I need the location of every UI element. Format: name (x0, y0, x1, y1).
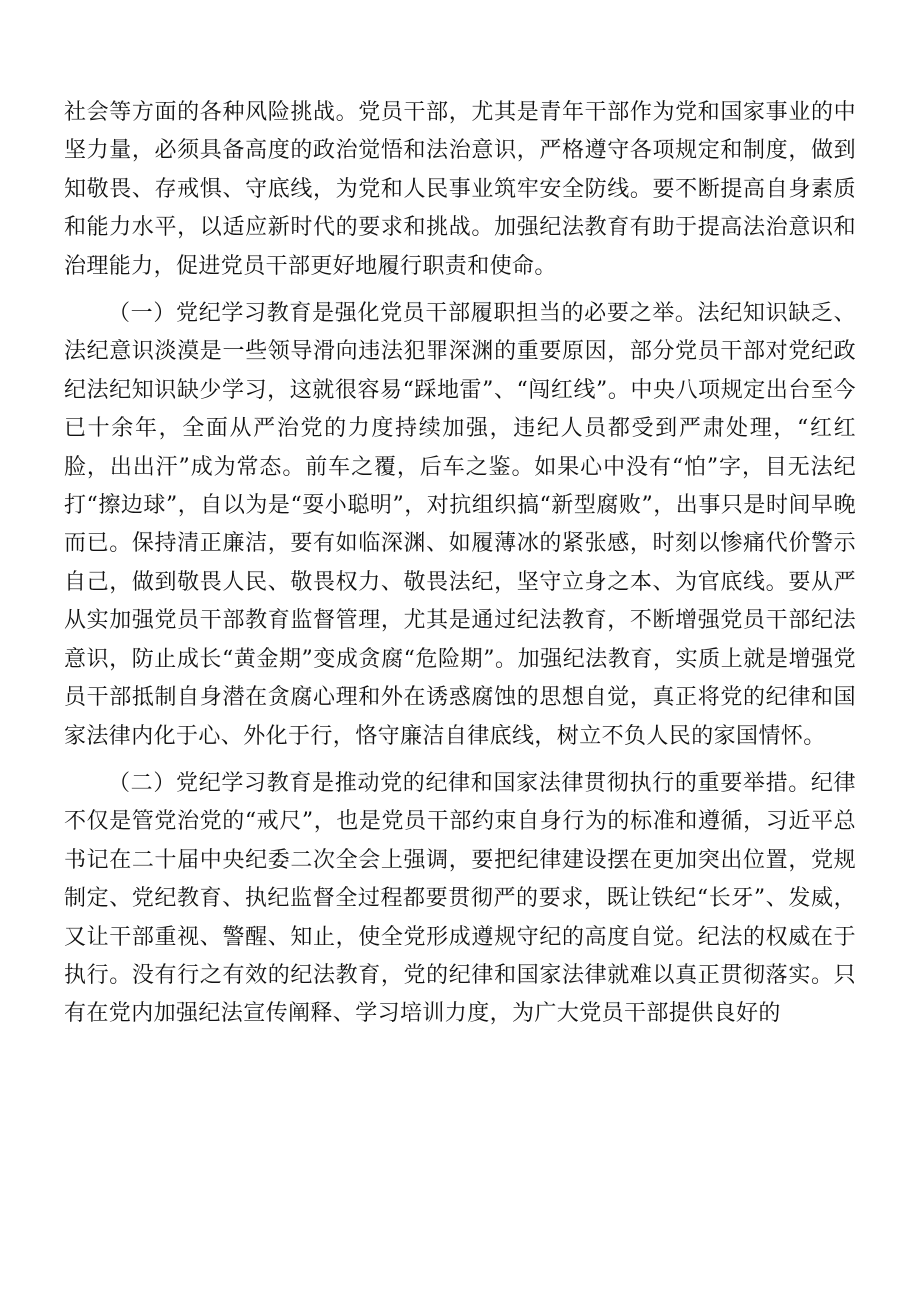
paragraph-section-two: （二）党纪学习教育是推动党的纪律和国家法律贯彻执行的重要举措。纪律不仅是管党治党的“戒尺”，也是党员干部约束自身行为的标准和遵循，习近平总书记在二十届中央纪委二次全会上强调，要把纪律建设摆在更加突出位置，党规制定、党纪教育、执纪监督全过程都要贯彻严的要求，既让铁纪“长牙”、发威，又让干部重视、警醒、知止，使全党形成遵规守纪的高度自觉。纪法的权威在于执行。没有行之有效的纪法教育，党的纪律和国家法律就难以真正贯彻落实。只有在党内加强纪法宣传阐释、学习培训力度，为广大党员干部提供良好的 (64, 770, 856, 1027)
paragraph-section-one: （一）党纪学习教育是强化党员干部履职担当的必要之举。法纪知识缺乏、法纪意识淡漠是一些领导滑向违法犯罪深渊的重要原因，部分党员干部对党纪政纪法纪知识缺少学习，这就很容易“踩地雷”、“闯红线”。中央八项规定出台至今已十余年，全面从严治党的力度持续加强，违纪人员都受到严肃处理，“红红脸，出出汗”成为常态。前车之覆，后车之鉴。如果心中没有“怕”字，目无法纪打“擦边球”，自以为是“耍小聪明”，对抗组织搞“新型腐败”，出事只是时间早晚而已。保持清正廉洁，要有如临深渊、如履薄冰的紧张感，时刻以惨痛代价警示自己，做到敬畏人民、敬畏权力、敬畏法纪，坚守立身之本、为官底线。要从严从实加强党员干部教育监督管理，尤其是通过纪法教育，不断增强党员干部纪法意识，防止成长“黄金期”变成贪腐“危险期”。加强纪法教育，实质上就是增强党员干部抵制自身潜在贪腐心理和外在诱惑腐蚀的思想自觉，真正将党的纪律和国家法律内化于心、外化于行，恪守廉洁自律底线，树立不负人民的家国情怀。 (64, 301, 856, 749)
paragraph-continued-intro: 社会等方面的各种风险挑战。党员干部，尤其是青年干部作为党和国家事业的中坚力量，必须具备高度的政治觉悟和法治意识，严格遵守各项规定和制度，做到知敬畏、存戒惧、守底线，为党和人民事业筑牢安全防线。要不断提高自身素质和能力水平，以适应新时代的要求和挑战。加强纪法教育有助于提高法治意识和治理能力，促进党员干部更好地履行职责和使命。 (64, 100, 856, 279)
document-body (64, 94, 856, 1043)
